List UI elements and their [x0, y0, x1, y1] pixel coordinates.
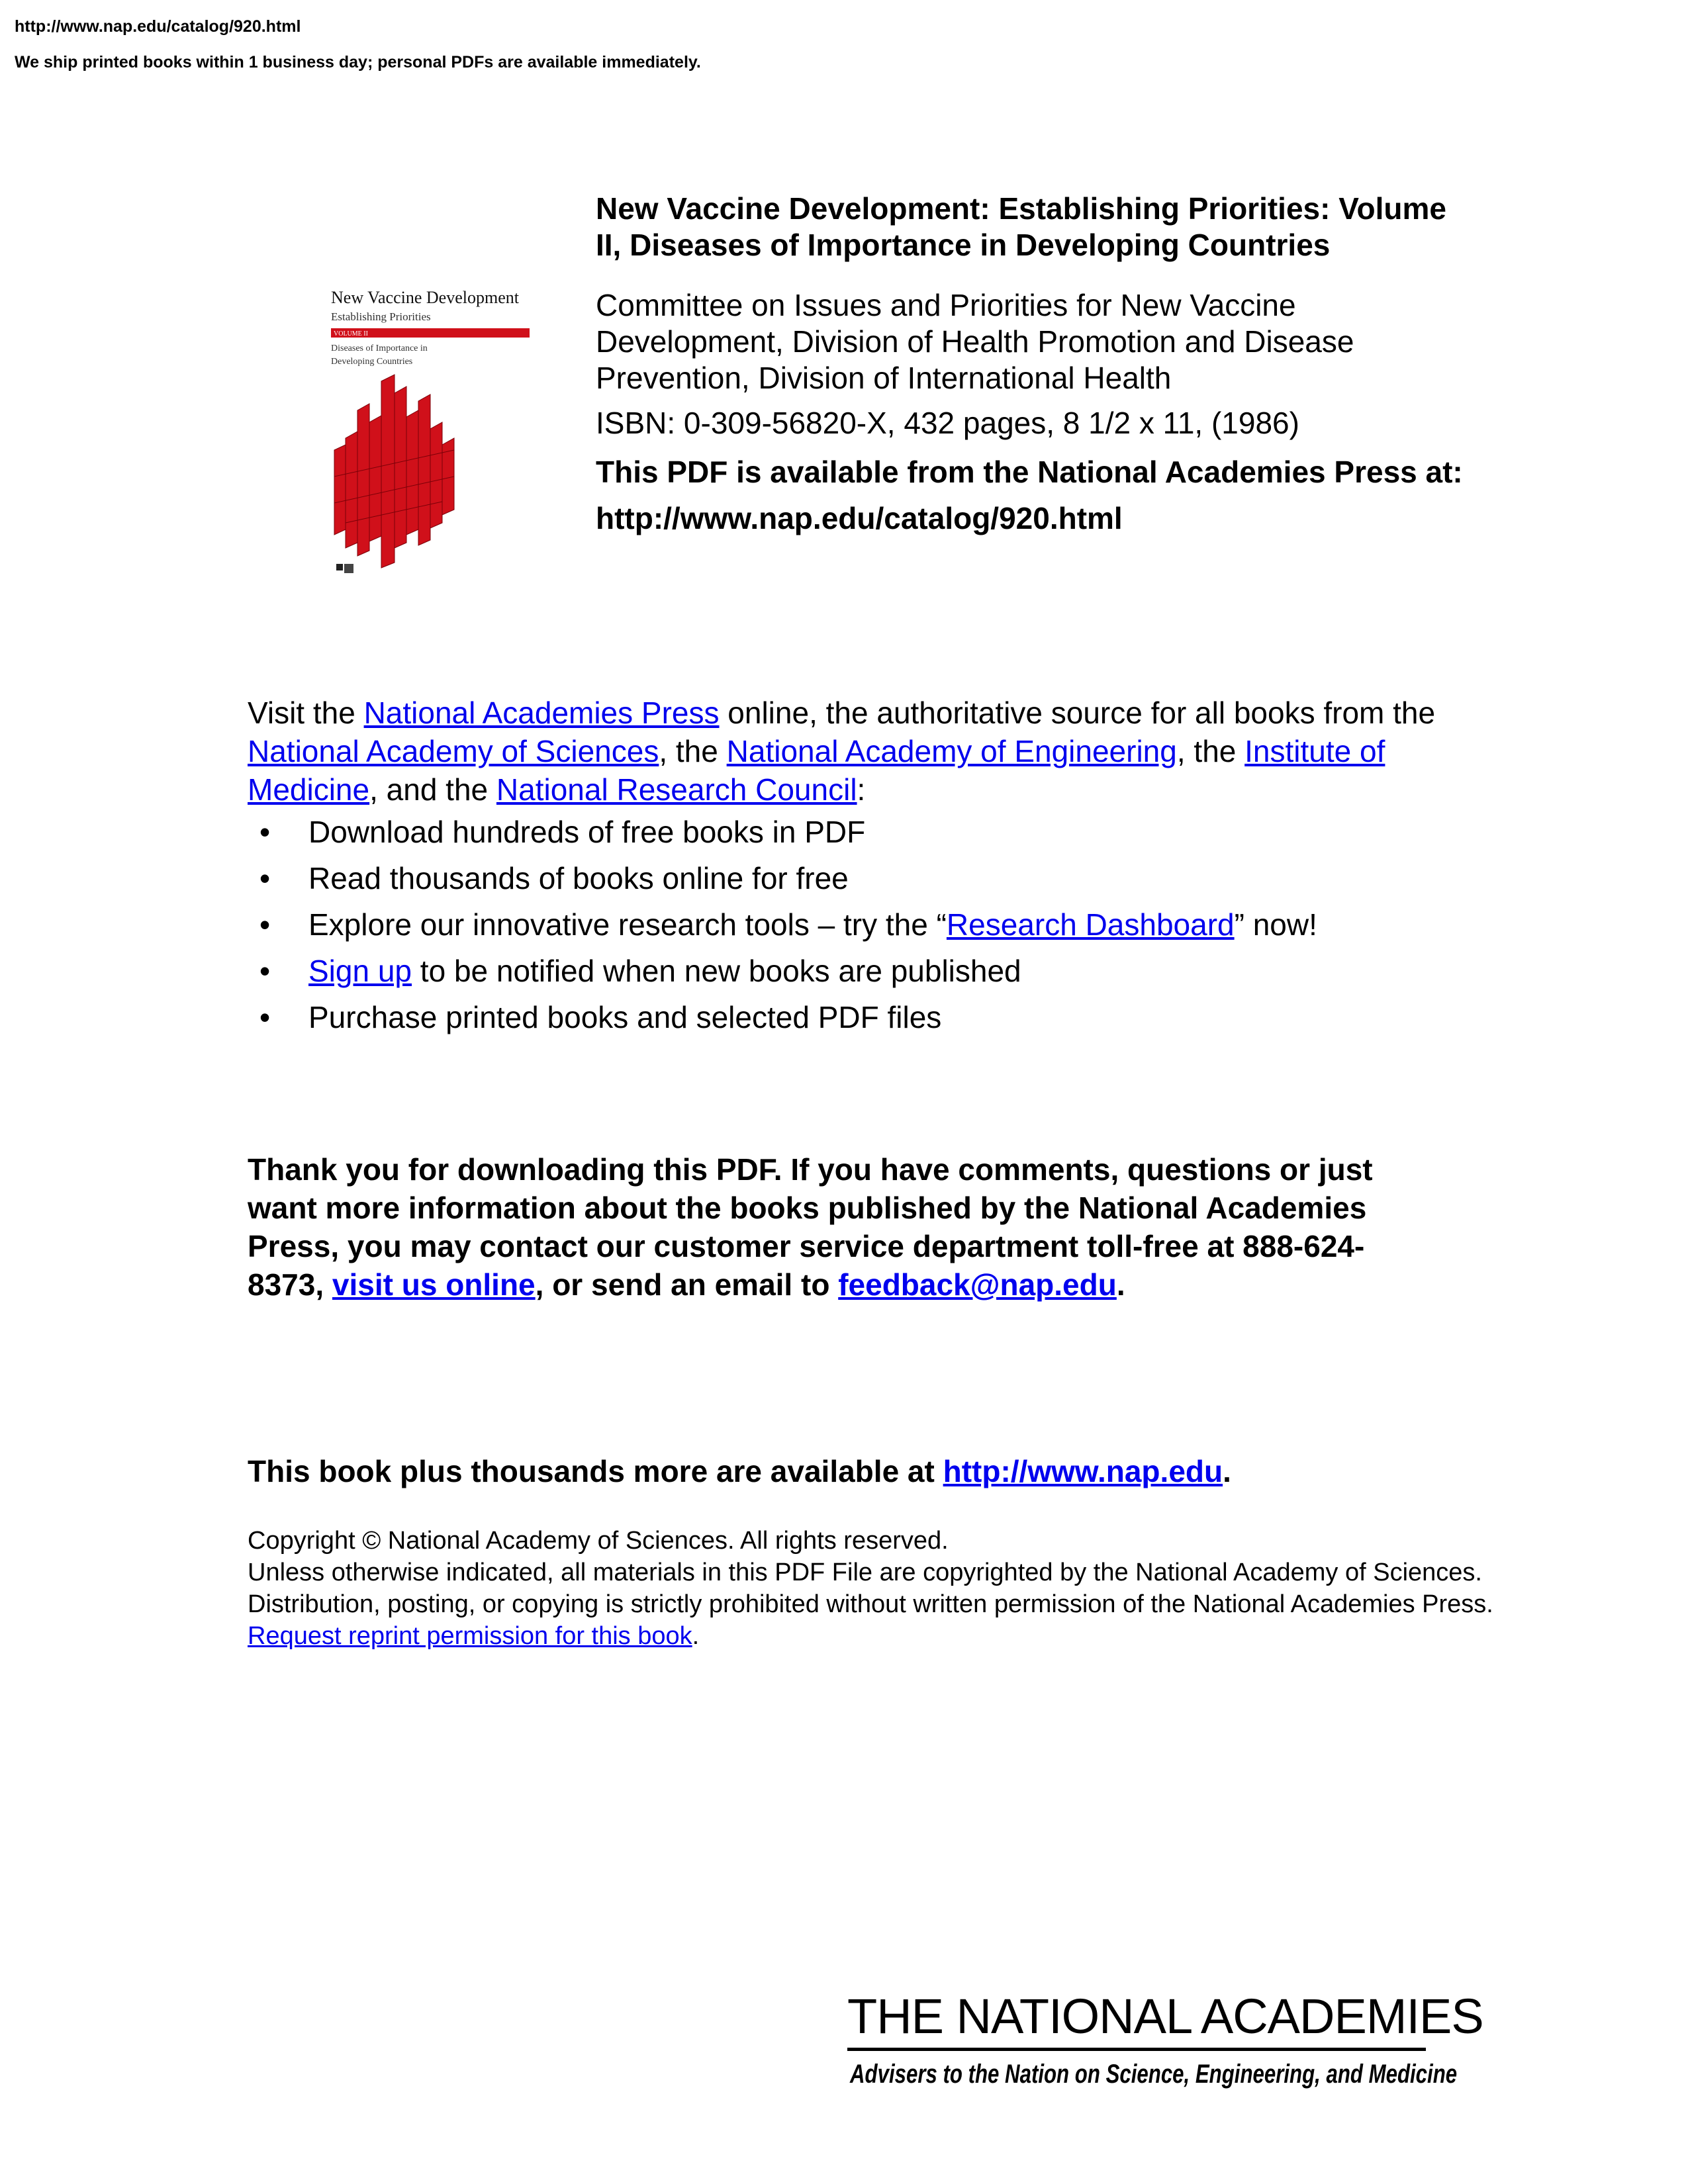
link-sign-up[interactable]: Sign up [308, 954, 412, 988]
logo-rule [847, 2048, 1426, 2051]
feature-text: Purchase printed books and selected PDF files [308, 1000, 942, 1034]
feature-text: to be notified when new books are published [412, 954, 1021, 988]
visit-text: Visit the [248, 696, 364, 730]
more-text: . [1223, 1454, 1231, 1488]
link-research-dashboard[interactable]: Research Dashboard [946, 907, 1235, 942]
visit-text: : [857, 772, 866, 807]
national-academies-logo: THE NATIONAL ACADEMIES [847, 1989, 1483, 2044]
link-reprint-permission[interactable]: Request reprint permission for this book [248, 1622, 692, 1650]
more-text: This book plus thousands more are available at [248, 1454, 943, 1488]
cover-desc-line2: Developing Countries [331, 357, 413, 367]
more-books-line [248, 1452, 1231, 1490]
visit-paragraph [248, 694, 1505, 809]
thanks-text: . [1116, 1267, 1125, 1302]
thanks-text: Thank you for downloading this PDF. If you have comments, questions or just want more information about the books published by the National Academies Press, you may contact our customer service department toll-free at 888-624-8373, [248, 1152, 1373, 1302]
copyright-text: . [692, 1622, 700, 1650]
bullet-icon: • [259, 1000, 271, 1034]
cover-band-text: VOLUME II [334, 330, 368, 338]
link-national-academy-of-sciences[interactable]: National Academy of Sciences [248, 734, 659, 768]
link-visit-us-online[interactable]: visit us online [332, 1267, 536, 1302]
feature-text: Download hundreds of free books in PDF [308, 815, 866, 849]
visit-text: , the [1176, 734, 1245, 768]
visit-text: , and the [369, 772, 496, 807]
shipping-notice: We ship printed books within 1 business day; personal PDFs are available immediately. [15, 53, 701, 71]
link-institute-of-medicine[interactable]: Institute of Medicine [248, 734, 1385, 807]
bullet-icon: • [259, 815, 271, 849]
cover-publisher-mark [336, 564, 343, 570]
header-url: http://www.nap.edu/catalog/920.html [15, 17, 301, 36]
list-item [248, 952, 1505, 998]
list-item [248, 905, 1505, 952]
list-item [248, 859, 1505, 905]
link-national-academies-press[interactable]: National Academies Press [363, 696, 720, 730]
link-national-research-council[interactable]: National Research Council [496, 772, 857, 807]
logo-tagline: Advisers to the Nation on Science, Engineering, and Medicine [850, 2060, 1458, 2089]
copyright-text: Unless otherwise indicated, all materials in this PDF File are copyrighted by the National Academy of Sciences. Distribution, posting, or copying is strictly prohibited without written permission of the National Academies Press. [248, 1559, 1493, 1618]
book-url: http://www.nap.edu/catalog/920.html [596, 501, 1123, 535]
thanks-text: , or send an email to [535, 1267, 839, 1302]
list-item [248, 813, 1505, 859]
book-cover-image [285, 251, 569, 609]
bullet-icon: • [259, 954, 271, 988]
bullet-icon: • [259, 861, 271, 895]
availability-note: This PDF is available from the National Academies Press at: [596, 455, 1463, 489]
thank-you-paragraph [248, 1150, 1439, 1304]
book-authors: Committee on Issues and Priorities for New Vaccine Development, Division of Health Promotion and Disease Prevention, Division of International Health [596, 288, 1354, 395]
link-nap-home[interactable]: http://www.nap.edu [943, 1454, 1223, 1488]
feature-text: ” now! [1234, 907, 1317, 942]
bullet-icon: • [259, 907, 271, 942]
visit-text: online, the authoritative source for all books from the [719, 696, 1436, 730]
cover-subtitle: Establishing Priorities [331, 310, 431, 323]
link-feedback-email[interactable]: feedback@nap.edu [838, 1267, 1117, 1302]
copyright-line: Copyright © National Academy of Sciences. All rights reserved. [248, 1527, 949, 1555]
list-item [248, 998, 1505, 1044]
cover-title: New Vaccine Development [331, 288, 519, 307]
feature-list [248, 813, 1505, 1044]
feature-text: Explore our innovative research tools – try the “ [308, 907, 947, 942]
book-isbn: ISBN: 0-309-56820-X, 432 pages, 8 1/2 x 11, (1986) [596, 406, 1299, 440]
cover-desc-line1: Diseases of Importance in [331, 343, 428, 353]
book-title: New Vaccine Development: Establishing Priorities: Volume II, Diseases of Importance in Developing Countries [596, 191, 1446, 262]
feature-text: Read thousands of books online for free [308, 861, 849, 895]
link-national-academy-of-engineering[interactable]: National Academy of Engineering [726, 734, 1177, 768]
visit-text: , the [659, 734, 727, 768]
copyright-line [248, 1557, 1505, 1652]
copyright-notice [248, 1525, 1505, 1652]
